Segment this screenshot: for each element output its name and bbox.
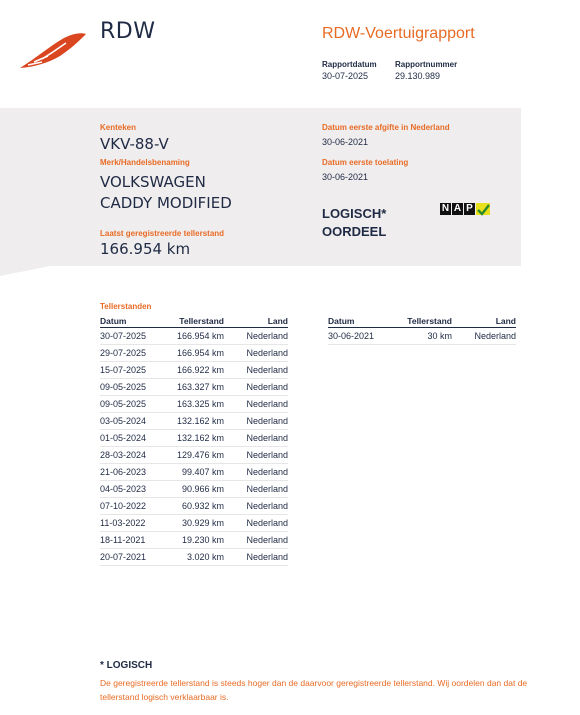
row-date: 30-06-2021: [328, 328, 392, 345]
col-country: Land: [224, 315, 288, 328]
row-country: Nederland: [224, 345, 288, 362]
row-date: 01-05-2024: [100, 430, 164, 447]
row-odometer: 3.020 km: [164, 549, 224, 566]
row-country: Nederland: [452, 328, 516, 345]
feather-logo-icon: [18, 28, 88, 70]
row-country: Nederland: [224, 447, 288, 464]
table-row: [100, 345, 288, 362]
model-value: CADDY MODIFIED: [100, 194, 232, 212]
row-date: 09-05-2025: [100, 379, 164, 396]
last-odometer-value: 166.954 km: [100, 240, 191, 258]
table-row: [100, 498, 288, 515]
row-odometer: 30.929 km: [164, 515, 224, 532]
first-issue-value: 30-06-2021: [322, 137, 369, 147]
row-country: Nederland: [224, 396, 288, 413]
table-row: [100, 464, 288, 481]
col-country: Land: [452, 315, 516, 328]
report-number-label: Rapportnummer: [395, 60, 458, 69]
nap-badge: [440, 202, 490, 216]
row-date: 11-03-2022: [100, 515, 164, 532]
row-date: 20-07-2021: [100, 549, 164, 566]
table-row: [100, 532, 288, 549]
row-country: Nederland: [224, 498, 288, 515]
verdict-line1: LOGISCH*: [322, 206, 387, 221]
row-country: Nederland: [224, 413, 288, 430]
rdw-logo: [18, 28, 88, 70]
odometer-section-title: Tellerstanden: [100, 302, 152, 311]
table-header-row: [328, 315, 516, 328]
col-date: Datum: [100, 315, 164, 328]
table-row: [100, 549, 288, 566]
table-row: [100, 413, 288, 430]
footnote-title: * LOGISCH: [100, 660, 153, 671]
odometer-table: [100, 315, 288, 566]
row-odometer: 30 km: [392, 328, 452, 345]
table-row: [100, 430, 288, 447]
row-date: 07-10-2022: [100, 498, 164, 515]
row-date: 18-11-2021: [100, 532, 164, 549]
last-odometer-label: Laatst geregistreerde tellerstand: [100, 229, 225, 238]
col-odometer: Tellerstand: [164, 315, 224, 328]
col-date: Datum: [328, 315, 392, 328]
row-country: Nederland: [224, 549, 288, 566]
row-date: 21-06-2023: [100, 464, 164, 481]
row-odometer: 19.230 km: [164, 532, 224, 549]
row-date: 15-07-2025: [100, 362, 164, 379]
first-issue-label: Datum eerste afgifte in Nederland: [322, 123, 450, 132]
report-number: 29.130.989: [395, 71, 441, 81]
odometer-table-continued: [328, 315, 516, 345]
table-row: [100, 447, 288, 464]
row-date: 30-07-2025: [100, 328, 164, 345]
row-date: 28-03-2024: [100, 447, 164, 464]
row-odometer: 129.476 km: [164, 447, 224, 464]
table-row: [100, 481, 288, 498]
brand-name: RDW: [100, 19, 156, 44]
first-admission-value: 30-06-2021: [322, 172, 369, 182]
row-country: Nederland: [224, 481, 288, 498]
report-date-label: Rapportdatum: [322, 60, 377, 69]
row-date: 09-05-2025: [100, 396, 164, 413]
table-row: [100, 515, 288, 532]
verdict-line2: OORDEEL: [322, 224, 387, 239]
plate-value: VKV-88-V: [100, 135, 169, 153]
footnote-text: De geregistreerde tellerstand is steeds hoger dan de daarvoor geregistreerde tellerstand. Wij oordelen dan dat de tellerstand logisch verklaarbaar is.: [100, 678, 528, 702]
row-country: Nederland: [224, 379, 288, 396]
plate-label: Kenteken: [100, 123, 137, 132]
make-label: Merk/Handelsbenaming: [100, 158, 190, 167]
row-odometer: 60.932 km: [164, 498, 224, 515]
row-odometer: 90.966 km: [164, 481, 224, 498]
nap-letter-a: A: [453, 203, 462, 214]
report-date: 30-07-2025: [322, 71, 369, 81]
row-odometer: 166.954 km: [164, 345, 224, 362]
table-header-row: [100, 315, 288, 328]
nap-letter-n: N: [441, 203, 450, 214]
report-title: RDW-Voertuigrapport: [322, 25, 475, 42]
table-row: [328, 328, 516, 345]
row-country: Nederland: [224, 464, 288, 481]
row-country: Nederland: [224, 532, 288, 549]
first-admission-label: Datum eerste toelating: [322, 158, 409, 167]
row-odometer: 132.162 km: [164, 430, 224, 447]
row-odometer: 99.407 km: [164, 464, 224, 481]
row-odometer: 163.325 km: [164, 396, 224, 413]
row-odometer: 166.922 km: [164, 362, 224, 379]
verdict: [322, 205, 386, 241]
row-date: 04-05-2023: [100, 481, 164, 498]
row-date: 03-05-2024: [100, 413, 164, 430]
checkmark-icon: [476, 203, 490, 215]
col-odometer: Tellerstand: [392, 315, 452, 328]
row-date: 29-07-2025: [100, 345, 164, 362]
row-country: Nederland: [224, 362, 288, 379]
nap-letter-p: P: [464, 203, 475, 215]
band-notch: [0, 266, 50, 276]
row-country: Nederland: [224, 515, 288, 532]
row-odometer: 163.327 km: [164, 379, 224, 396]
row-country: Nederland: [224, 328, 288, 345]
row-odometer: 132.162 km: [164, 413, 224, 430]
make-value: VOLKSWAGEN: [100, 173, 206, 191]
table-row: [100, 362, 288, 379]
table-row: [100, 328, 288, 345]
row-odometer: 166.954 km: [164, 328, 224, 345]
table-row: [100, 396, 288, 413]
row-country: Nederland: [224, 430, 288, 447]
table-row: [100, 379, 288, 396]
